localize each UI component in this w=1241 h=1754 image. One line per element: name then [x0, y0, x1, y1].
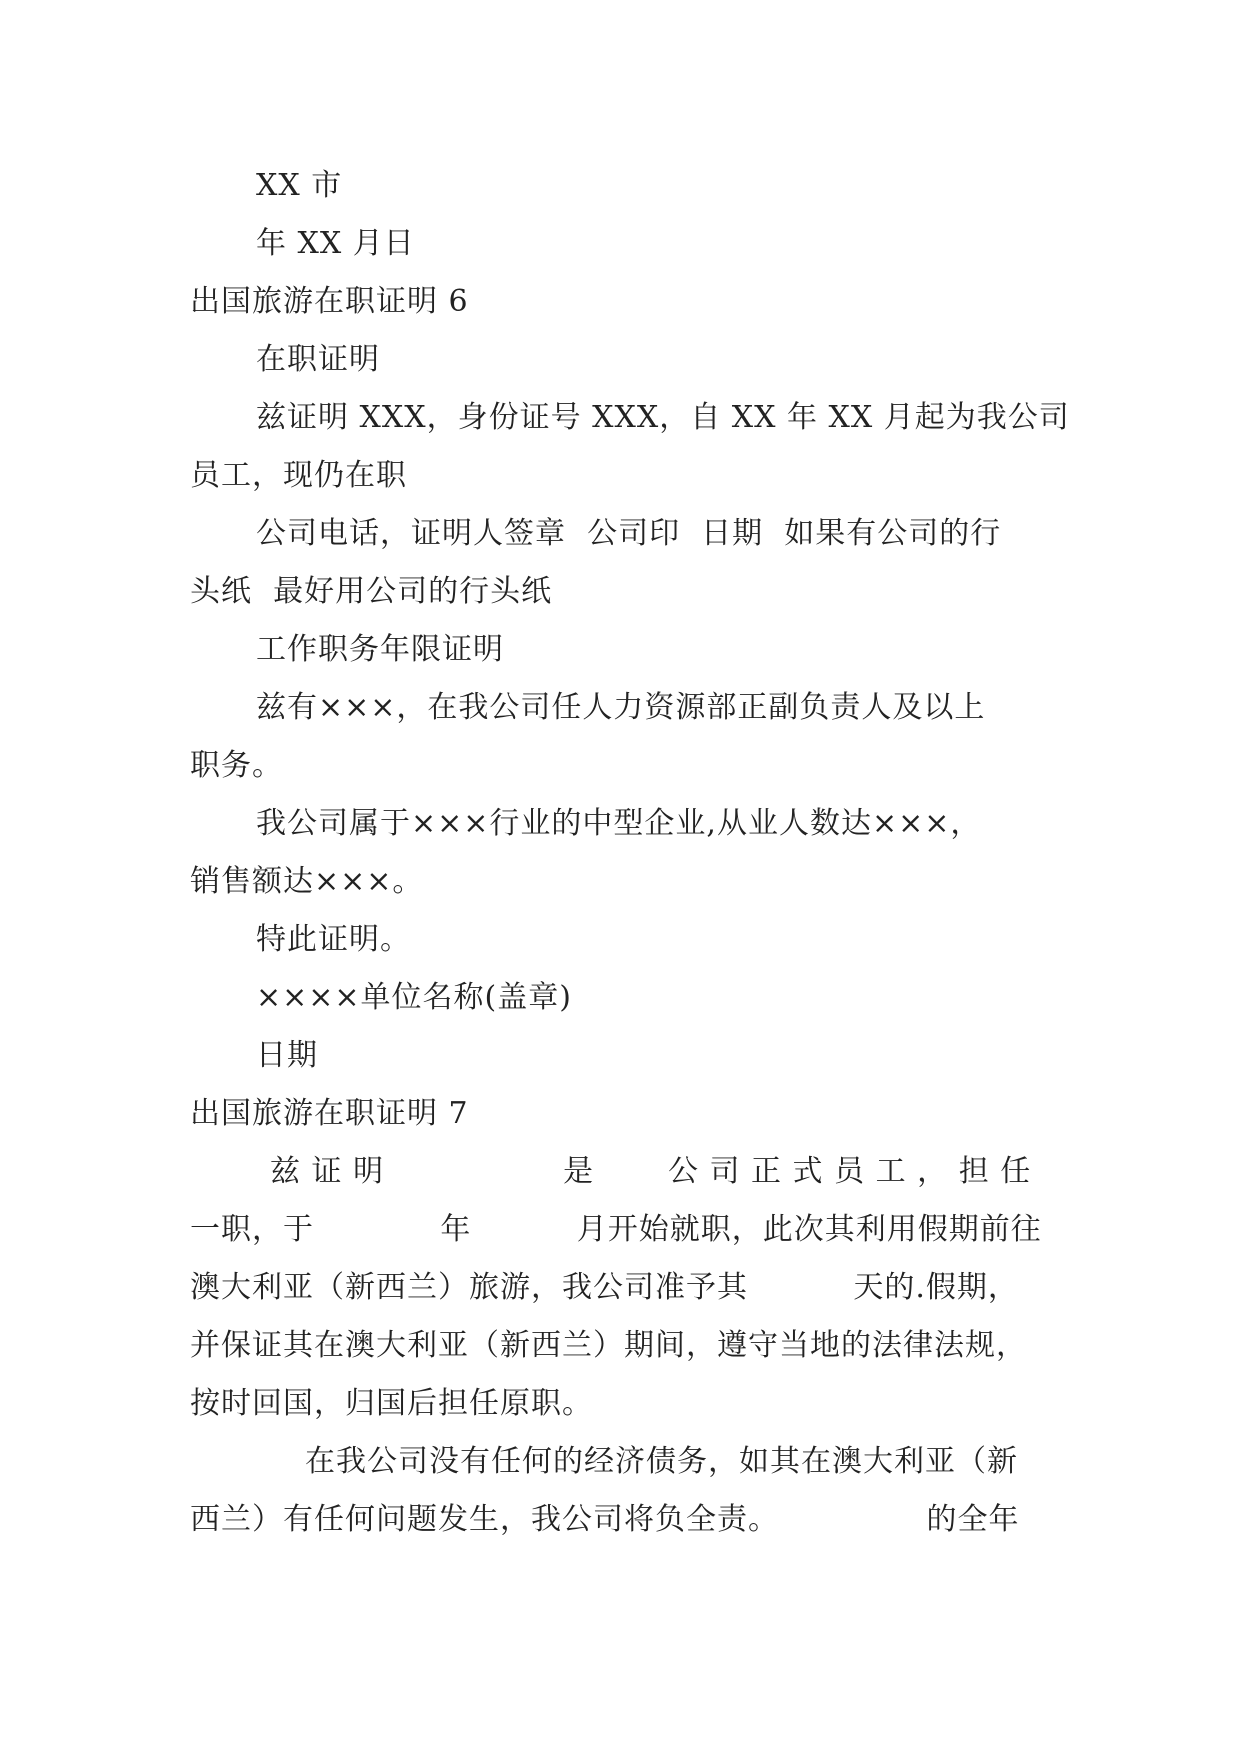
line-paragraph-3a: 兹有×××，在我公司任人力资源部正副负责人及以上	[256, 690, 986, 725]
line-city: XX 市	[256, 168, 343, 203]
line-date-2: 日期	[256, 1038, 318, 1073]
line-paragraph-2a: 公司电话，证明人签章 公司印 日期 如果有公司的行	[256, 516, 1002, 551]
section-heading-6: 出国旅游在职证明 6	[190, 284, 469, 319]
line-paragraph-6a: 在我公司没有任何的经济债务，如其在澳大利亚（新	[305, 1444, 1018, 1479]
line-certificate-title: 在职证明	[256, 342, 380, 377]
line-signature: ××××单位名称(盖章)	[256, 980, 572, 1015]
line-subtitle: 工作职务年限证明	[256, 632, 504, 667]
line-paragraph-5d: 并保证其在澳大利亚（新西兰）期间，遵守当地的法律法规，	[190, 1328, 1027, 1363]
line-paragraph-3b: 职务。	[190, 748, 283, 783]
line-paragraph-4b: 销售额达×××。	[190, 864, 424, 899]
line-paragraph-5c: 澳大利亚（新西兰）旅游，我公司准予其 天的.假期，	[190, 1270, 1019, 1305]
line-hereby: 特此证明。	[256, 922, 411, 957]
line-paragraph-5e: 按时回国，归国后担任原职。	[190, 1386, 593, 1421]
line-date: 年 XX 月日	[256, 226, 415, 261]
line-paragraph-6b: 西兰）有任何问题发生，我公司将负全责。 的全年	[190, 1502, 1020, 1537]
line-paragraph-5b: 一职，于 年 月开始就职，此次其利用假期前往	[190, 1212, 1042, 1247]
line-paragraph-1a: 兹证明 XXX，身份证号 XXX，自 XX 年 XX 月起为我公司	[256, 400, 1070, 435]
line-paragraph-1b: 员工，现仍在职	[190, 458, 407, 493]
line-paragraph-5a: 兹 证 明 是 公 司 正 式 员 工 ， 担 任	[270, 1154, 1032, 1189]
section-heading-7: 出国旅游在职证明 7	[190, 1096, 469, 1131]
line-paragraph-2b: 头纸 最好用公司的行头纸	[190, 574, 553, 609]
line-paragraph-4a: 我公司属于×××行业的中型企业,从业人数达×××，	[256, 806, 982, 841]
